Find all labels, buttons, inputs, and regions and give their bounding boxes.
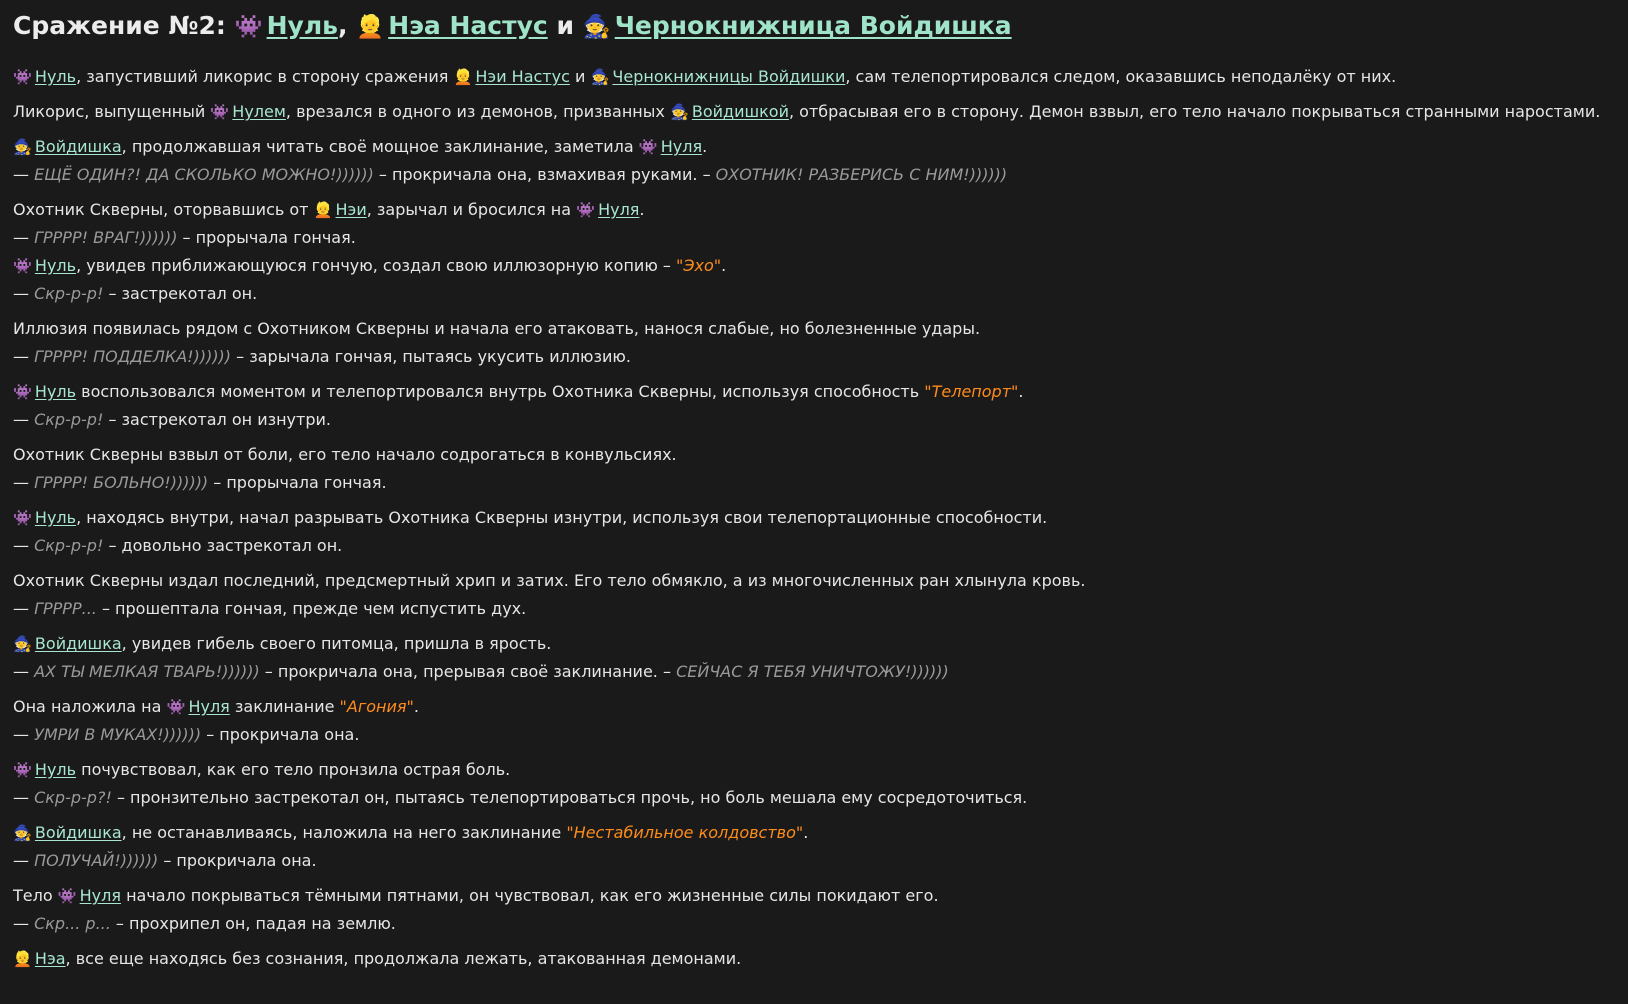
paragraph xyxy=(13,504,1614,560)
title-and: и xyxy=(556,11,574,40)
dash: — xyxy=(13,536,35,555)
paragraph xyxy=(13,315,1614,371)
narration: , увидев гибель своего питомца, пришла в ярость. xyxy=(121,634,552,653)
speech: УМРИ В МУКАХ!)))))) xyxy=(34,725,202,744)
mage-icon: 🧙 xyxy=(582,14,611,40)
narration: , врезался в одного из демонов, призванных xyxy=(285,102,670,121)
alien-monster-icon: 👾 xyxy=(13,257,32,275)
paragraph xyxy=(13,196,1614,308)
skill-name: "Эхо" xyxy=(675,256,722,275)
paragraph xyxy=(13,693,1614,749)
narration: – прокричала она. xyxy=(158,851,317,870)
narration: . xyxy=(413,697,419,716)
character-link-nea[interactable]: Нэи Настус xyxy=(475,67,570,86)
skill-name: "Нестабильное колдовство" xyxy=(566,823,804,842)
title-separator: , xyxy=(337,11,348,40)
speech: ПОЛУЧАЙ!)))))) xyxy=(34,851,159,870)
narration: воспользовался моментом и телепортировался внутрь Охотника Скверны, используя способность xyxy=(76,382,925,401)
narration: Охотник Скверны взвыл от боли, его тело начало содрогаться в конвульсиях. xyxy=(13,445,677,464)
character-link-voidishka[interactable]: Чернокнижницы Войдишки xyxy=(612,67,846,86)
narration: – зарычала гончая, пытаясь укусить иллюзию. xyxy=(231,347,631,366)
narration: . xyxy=(803,823,809,842)
speech: АХ ТЫ МЕЛКАЯ ТВАРЬ!)))))) xyxy=(34,662,260,681)
alien-monster-icon: 👾 xyxy=(57,887,77,905)
narration: – прорычала гончая. xyxy=(208,473,387,492)
narration: – прохрипел он, падая на землю. xyxy=(110,914,396,933)
narration: – прокричала она, прерывая своё заклинание. – xyxy=(259,662,677,681)
narration: – пронзительно застрекотал он, пытаясь телепортироваться прочь, но боль мешала ему сосредоточиться. xyxy=(111,788,1028,807)
character-link-nul[interactable]: Нуля xyxy=(79,886,121,905)
narration: – прокричала она, взмахивая руками. – xyxy=(373,165,716,184)
alien-monster-icon: 👾 xyxy=(13,68,32,86)
alien-monster-icon: 👾 xyxy=(166,698,186,716)
paragraph xyxy=(13,630,1614,686)
dash: — xyxy=(13,599,35,618)
alien-monster-icon: 👾 xyxy=(13,509,32,527)
paragraph xyxy=(13,441,1614,497)
character-link-nul[interactable]: Нулем xyxy=(232,102,286,121)
narration: . xyxy=(702,137,708,156)
dash: — xyxy=(13,662,35,681)
character-link-voidishka[interactable]: Войдишка xyxy=(34,823,122,842)
paragraph xyxy=(13,882,1614,938)
title-link-voidishka[interactable]: Чернокнижница Войдишка xyxy=(614,11,1012,40)
speech: ОХОТНИК! РАЗБЕРИСЬ С НИМ!)))))) xyxy=(715,165,1008,184)
alien-monster-icon: 👾 xyxy=(13,761,32,779)
narration: Ликорис, выпущенный xyxy=(13,102,211,121)
blond-person-icon: 👱 xyxy=(453,68,473,86)
narration: , увидев приближающуюся гончую, создал свою иллюзорную копию – xyxy=(76,256,676,275)
title-link-nea[interactable]: Нэа Настус xyxy=(388,11,548,40)
alien-monster-icon: 👾 xyxy=(13,383,32,401)
narration: почувствовал, как его тело пронзила острая боль. xyxy=(76,760,511,779)
dash: — xyxy=(13,914,35,933)
character-link-nul[interactable]: Нуль xyxy=(34,508,77,527)
paragraph xyxy=(13,819,1614,875)
narration: , находясь внутри, начал разрывать Охотника Скверны изнутри, используя свои телепортационные способности. xyxy=(76,508,1048,527)
paragraph xyxy=(13,378,1614,434)
speech: Скр... р... xyxy=(34,914,111,933)
speech: ГРРРР! БОЛЬНО!)))))) xyxy=(34,473,209,492)
character-link-nea[interactable]: Нэи xyxy=(335,200,367,219)
narration: . xyxy=(1018,382,1024,401)
character-link-nul[interactable]: Нуля xyxy=(660,137,703,156)
dash: — xyxy=(13,284,35,303)
narration: – прошептала гончая, прежде чем испустить дух. xyxy=(96,599,527,618)
character-link-nul[interactable]: Нуля xyxy=(598,200,640,219)
narration: заклинание xyxy=(229,697,340,716)
dash: — xyxy=(13,788,35,807)
blond-person-icon: 👱 xyxy=(13,950,32,968)
speech: ГРРРР... xyxy=(34,599,97,618)
mage-icon: 🧙 xyxy=(590,68,610,86)
narration: Она наложила на xyxy=(13,697,167,716)
narration: . xyxy=(639,200,645,219)
dash: — xyxy=(13,851,35,870)
mage-icon: 🧙 xyxy=(13,138,32,156)
mage-icon: 🧙 xyxy=(13,635,32,653)
title-link-nul[interactable]: Нуль xyxy=(266,11,338,40)
dash: — xyxy=(13,165,35,184)
speech: ГРРРР! ВРАГ!)))))) xyxy=(34,228,178,247)
speech: ЕЩЁ ОДИН?! ДА СКОЛЬКО МОЖНО!)))))) xyxy=(34,165,374,184)
speech: Скр-р-р! xyxy=(34,284,104,303)
dash: — xyxy=(13,725,35,744)
speech: СЕЙЧАС Я ТЕБЯ УНИЧТОЖУ!)))))) xyxy=(676,662,949,681)
narration: Охотник Скверны, оторвавшись от xyxy=(13,200,314,219)
narration: Иллюзия появилась рядом с Охотником Скверны и начала его атаковать, нанося слабые, но болезненные удары. xyxy=(13,319,981,338)
character-link-voidishka[interactable]: Войдишка xyxy=(34,137,122,156)
narration: , отбрасывая его в сторону. Демон взвыл, его тело начало покрываться странными наростами. xyxy=(789,102,1601,121)
paragraph xyxy=(13,63,1614,91)
narration: начало покрываться тёмными пятнами, он чувствовал, как его жизненные силы покидают его. xyxy=(121,886,939,905)
character-link-voidishka[interactable]: Войдишкой xyxy=(691,102,789,121)
narration: , сам телепортировался следом, оказавшись неподалёку от них. xyxy=(845,67,1397,86)
paragraph xyxy=(13,756,1614,812)
title-prefix: Сражение №2: xyxy=(13,11,226,40)
narration: , все еще находясь без сознания, продолжала лежать, атакованная демонами. xyxy=(65,949,742,968)
narration: и xyxy=(569,67,591,86)
mage-icon: 🧙 xyxy=(13,824,32,842)
character-link-voidishka[interactable]: Войдишка xyxy=(34,634,122,653)
alien-monster-icon: 👾 xyxy=(638,138,658,156)
narration: Тело xyxy=(13,886,58,905)
skill-name: "Агония" xyxy=(339,697,414,716)
narration: – довольно застрекотал он. xyxy=(103,536,343,555)
character-link-nul[interactable]: Нуля xyxy=(188,697,230,716)
skill-name: "Телепорт" xyxy=(924,382,1019,401)
speech: Скр-р-р! xyxy=(34,536,104,555)
narration: , продолжавшая читать своё мощное заклинание, заметила xyxy=(121,137,639,156)
dash: — xyxy=(13,410,35,429)
blond-person-icon: 👱 xyxy=(313,201,333,219)
narration: – застрекотал он изнутри. xyxy=(103,410,331,429)
speech: Скр-р-р! xyxy=(34,410,104,429)
speech: Скр-р-р?! xyxy=(34,788,112,807)
paragraph xyxy=(13,567,1614,623)
narration: – прокричала она. xyxy=(201,725,360,744)
narration: – прорычала гончая. xyxy=(177,228,356,247)
paragraph xyxy=(13,98,1614,126)
dash: — xyxy=(13,228,35,247)
character-link-nea[interactable]: Нэа xyxy=(34,949,66,968)
dash: — xyxy=(13,473,35,492)
narration: , запустивший ликорис в сторону сражения xyxy=(76,67,454,86)
alien-monster-icon: 👾 xyxy=(234,14,263,40)
paragraph xyxy=(13,945,1614,973)
narration: Охотник Скверны издал последний, предсмертный хрип и затих. Его тело обмякло, а из многочисленных ран хлынула кровь. xyxy=(13,571,1086,590)
alien-monster-icon: 👾 xyxy=(576,201,596,219)
narration: . xyxy=(721,256,727,275)
character-link-nul[interactable]: Нуль xyxy=(34,256,77,275)
character-link-nul[interactable]: Нуль xyxy=(34,760,77,779)
dash: — xyxy=(13,347,35,366)
speech: ГРРРР! ПОДДЕЛКА!)))))) xyxy=(34,347,232,366)
character-link-nul[interactable]: Нуль xyxy=(34,67,77,86)
paragraph xyxy=(13,133,1614,189)
character-link-nul[interactable]: Нуль xyxy=(34,382,77,401)
alien-monster-icon: 👾 xyxy=(210,103,230,121)
narration: , зарычал и бросился на xyxy=(366,200,577,219)
blond-person-icon: 👱 xyxy=(356,14,385,40)
page-title xyxy=(13,12,1614,41)
narration: – застрекотал он. xyxy=(103,284,258,303)
narration: , не останавливаясь, наложила на него заклинание xyxy=(121,823,567,842)
mage-icon: 🧙 xyxy=(669,103,689,121)
